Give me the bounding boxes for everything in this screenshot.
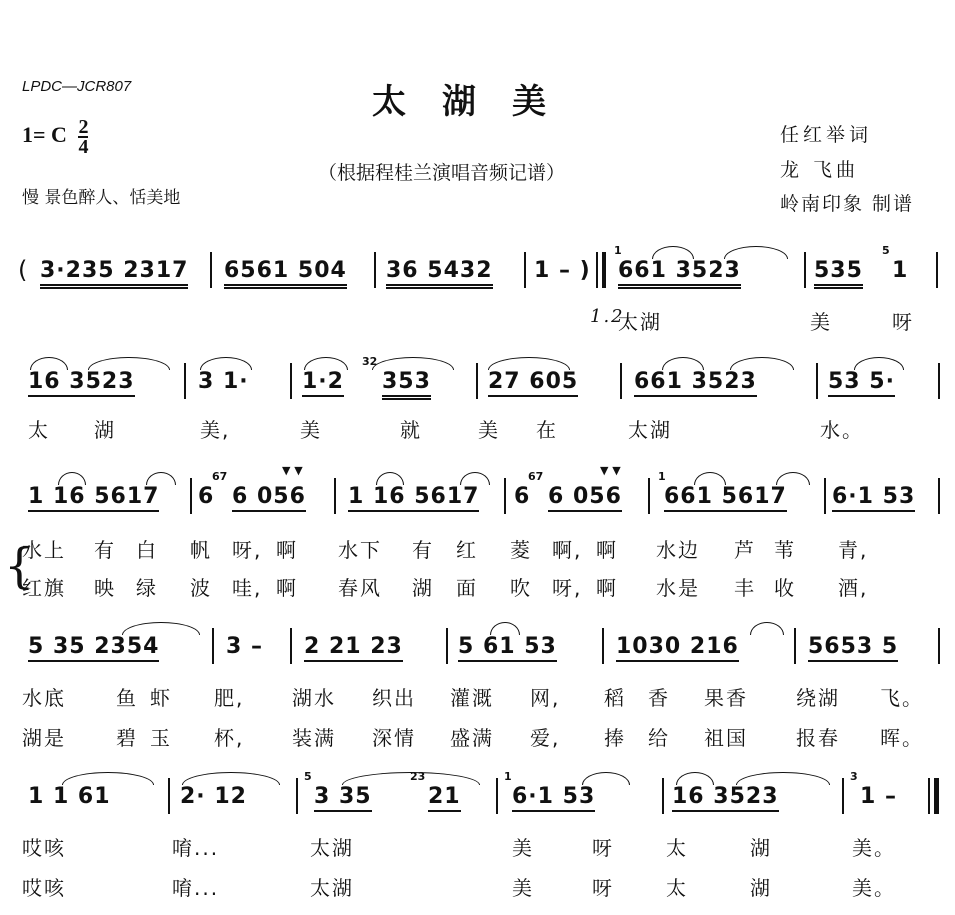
lyric-syllable: 太 — [666, 836, 688, 860]
lyric-syllable: 太湖 — [628, 418, 672, 442]
lyric-syllable: 水是 — [656, 576, 700, 600]
lyric-syllable: 呀 — [892, 310, 914, 334]
lyric-syllable: 香 — [648, 686, 670, 710]
measure: 1 — [892, 258, 909, 283]
measure: 3 35 — [314, 784, 372, 812]
lyric-syllable: 绕湖 — [796, 686, 840, 710]
measure: 6·1 53 — [832, 484, 915, 512]
lyric-syllable: 白 — [136, 538, 158, 562]
measure: 21 — [428, 784, 461, 812]
lyric-syllable: 红 — [456, 538, 478, 562]
measure: 3 – — [226, 634, 263, 659]
lyric-syllable: 收 — [774, 576, 796, 600]
verse-brace: { — [4, 538, 35, 594]
lyric-syllable: 湖 — [94, 418, 116, 442]
measure: 1·2 — [302, 369, 344, 397]
lyric-syllable: 美。 — [852, 836, 896, 860]
lyric-syllable: 湖 — [412, 576, 434, 600]
composer-credit: 龙 飞曲 — [780, 159, 860, 181]
barline — [476, 363, 478, 399]
lyric-syllable: 太 — [666, 876, 688, 900]
lyric-syllable: 菱 — [510, 538, 532, 562]
lyric-syllable: 太 — [28, 418, 50, 442]
lyric-syllable: 苇 — [774, 538, 796, 562]
lyric-syllable: 就 — [400, 418, 422, 442]
barline — [620, 363, 622, 399]
lyric-syllable: 呀 — [592, 876, 614, 900]
barline — [794, 628, 796, 664]
barline — [190, 478, 192, 514]
grace-note: 5 — [304, 770, 312, 783]
lyric-syllable: 给 — [648, 726, 670, 750]
lyric-syllable: 帆 — [190, 538, 212, 562]
barline — [290, 628, 292, 664]
lyric-syllable: 美 — [810, 310, 832, 334]
lyric-syllable: 有 — [412, 538, 434, 562]
barline — [938, 628, 940, 664]
measure: 16 3523 — [672, 784, 779, 812]
lyric-syllable: 呀, — [552, 576, 583, 600]
lyric-syllable: 啊, — [552, 538, 583, 562]
meter-top: 2 — [78, 116, 89, 138]
measure: 6 — [198, 484, 215, 509]
barline — [290, 363, 292, 399]
barline — [334, 478, 336, 514]
lyric-syllable: 晖。 — [880, 726, 924, 750]
lyric-syllable: 有 — [94, 538, 116, 562]
lyric-syllable: 水。 — [820, 418, 864, 442]
measure: 3 1· — [198, 369, 249, 394]
measure: 27 605 — [488, 369, 578, 397]
lyric-syllable: 哎咳 — [22, 836, 66, 860]
lyric-syllable: 爱, — [530, 726, 561, 750]
barline — [374, 252, 376, 288]
lyric-syllable: 深情 — [372, 726, 416, 750]
lyric-syllable: 水上 — [22, 538, 66, 562]
measure: 661 5617 — [664, 484, 787, 512]
lyric-syllable: 啊 — [276, 576, 298, 600]
lyric-syllable: 虾 — [150, 686, 172, 710]
lyric-syllable: 湖 — [750, 876, 772, 900]
lyric-syllable: 水边 — [656, 538, 700, 562]
barline — [596, 252, 598, 288]
tempo-marking: 慢 景色醉人、恬美地 — [22, 188, 181, 208]
lyric-syllable: 啊 — [276, 538, 298, 562]
lyric-syllable: 太湖 — [310, 876, 354, 900]
lyric-syllable: 美 — [478, 418, 500, 442]
measure: 6561 504 — [224, 258, 347, 289]
barline — [296, 778, 298, 814]
barline — [446, 628, 448, 664]
grace-note: 1 — [658, 470, 666, 483]
open-paren: ( — [18, 256, 28, 284]
grace-note: 67 — [528, 470, 544, 483]
score-row-1 — [12, 244, 950, 304]
page-subtitle: （根据程桂兰演唱音频记谱） — [318, 162, 566, 184]
measure: 1 – ) — [534, 258, 591, 283]
slur — [750, 622, 784, 635]
barline — [504, 478, 506, 514]
lyric-syllable: 稻 — [604, 686, 626, 710]
measure: 661 3523 — [618, 258, 741, 289]
accent-mark: ▼ ▼ — [600, 464, 621, 477]
barline — [524, 252, 526, 288]
measure: 6·1 53 — [512, 784, 595, 812]
measure: 6 — [514, 484, 531, 509]
barline — [938, 363, 940, 399]
lyric-syllable: 捧 — [604, 726, 626, 750]
transcriber-credit: 岭南印象 制谱 — [780, 193, 915, 215]
lyric-syllable: 哎咳 — [22, 876, 66, 900]
lyric-syllable: 美。 — [852, 876, 896, 900]
grace-note: 32 — [362, 355, 378, 368]
measure: 1030 216 — [616, 634, 739, 662]
barline — [212, 628, 214, 664]
time-signature — [78, 118, 88, 156]
lyric-syllable: 肥, — [214, 686, 245, 710]
key-label: 1= C — [22, 122, 67, 148]
measure: 53 5· — [828, 369, 895, 397]
measure: 6 056 — [232, 484, 306, 512]
barline — [938, 478, 940, 514]
measure: 5653 5 — [808, 634, 898, 662]
grace-note: 67 — [212, 470, 228, 483]
lyric-syllable: 果香 — [704, 686, 748, 710]
barline — [496, 778, 498, 814]
barline — [824, 478, 826, 514]
lyric-syllable: 碧 — [116, 726, 138, 750]
measure: 1 1 61 — [28, 784, 111, 809]
lyric-syllable: 啊 — [596, 576, 618, 600]
lyric-syllable: 酒, — [838, 576, 869, 600]
lyric-syllable: 吹 — [510, 576, 532, 600]
lyric-syllable: 美 — [300, 418, 322, 442]
slur — [730, 357, 794, 370]
lyric-syllable: 芦 — [734, 538, 756, 562]
accent-mark: ▼ ▼ — [282, 464, 303, 477]
measure: 1 – — [860, 784, 897, 809]
lyric-syllable: 美 — [512, 836, 534, 860]
lyric-syllable: 波 — [190, 576, 212, 600]
meter-bottom: 4 — [78, 136, 89, 158]
lyric-syllable: 面 — [456, 576, 478, 600]
lyric-syllable: 盛满 — [450, 726, 494, 750]
lyric-syllable: 飞。 — [880, 686, 924, 710]
barline — [602, 628, 604, 664]
lyric-syllable: 湖是 — [22, 726, 66, 750]
measure: 1 16 5617 — [348, 484, 479, 512]
lyric-prefix: 1.2. — [590, 306, 633, 327]
lyricist-credit: 任红举词 — [780, 124, 873, 146]
document-id: LPDC—JCR807 — [22, 78, 132, 95]
grace-note: 23 — [410, 770, 426, 783]
lyric-syllable: 灌溉 — [450, 686, 494, 710]
lyric-syllable: 美, — [200, 418, 231, 442]
barline — [648, 478, 650, 514]
barline — [842, 778, 844, 814]
lyric-syllable: 呀, — [232, 538, 263, 562]
lyric-syllable: 绿 — [136, 576, 158, 600]
measure: 6 056 — [548, 484, 622, 512]
lyric-syllable: 水底 — [22, 686, 66, 710]
lyric-syllable: 织出 — [372, 686, 416, 710]
barline — [184, 363, 186, 399]
measure: 661 3523 — [634, 369, 757, 397]
barline — [602, 252, 606, 288]
measure: 535 — [814, 258, 863, 289]
barline — [168, 778, 170, 814]
score-row-4 — [12, 620, 950, 680]
grace-note: 3 — [850, 770, 858, 783]
lyric-syllable: 水下 — [338, 538, 382, 562]
lyric-syllable: 啊 — [596, 538, 618, 562]
lyric-syllable: 网, — [530, 686, 561, 710]
barline — [210, 252, 212, 288]
lyric-syllable: 湖 — [750, 836, 772, 860]
score-row-3 — [12, 464, 950, 530]
grace-note: 1 — [614, 244, 622, 257]
lyric-syllable: 太湖 — [618, 310, 662, 334]
lyric-syllable: 丰 — [734, 576, 756, 600]
lyric-syllable: 唷... — [172, 836, 220, 860]
lyric-syllable: 春风 — [338, 576, 382, 600]
lyric-syllable: 映 — [94, 576, 116, 600]
measure: 3·235 2317 — [40, 258, 188, 289]
lyric-syllable: 装满 — [292, 726, 336, 750]
score-row-2 — [12, 355, 950, 415]
measure: 2 21 23 — [304, 634, 403, 662]
measure: 36 5432 — [386, 258, 493, 289]
lyric-syllable: 红旗 — [22, 576, 66, 600]
lyric-syllable: 杯, — [214, 726, 245, 750]
lyric-syllable: 鱼 — [116, 686, 138, 710]
measure: 5 61 53 — [458, 634, 557, 662]
measure: 5 35 2354 — [28, 634, 159, 662]
lyric-syllable: 太湖 — [310, 836, 354, 860]
slur — [724, 246, 788, 259]
lyric-syllable: 湖水 — [292, 686, 336, 710]
final-barline — [934, 778, 939, 814]
barline — [816, 363, 818, 399]
barline — [804, 252, 806, 288]
measure: 1 16 5617 — [28, 484, 159, 512]
lyric-syllable: 哇, — [232, 576, 263, 600]
measure: 353 — [382, 369, 431, 400]
barline — [662, 778, 664, 814]
barline — [928, 778, 930, 814]
lyric-syllable: 呀 — [592, 836, 614, 860]
score-row-5 — [12, 770, 950, 830]
grace-note: 5 — [882, 244, 890, 257]
grace-note: 1 — [504, 770, 512, 783]
key-signature — [22, 118, 88, 156]
lyric-syllable: 在 — [536, 418, 558, 442]
measure: 2· 12 — [180, 784, 247, 809]
lyric-syllable: 美 — [512, 876, 534, 900]
lyric-syllable: 青, — [838, 538, 869, 562]
lyric-syllable: 唷... — [172, 876, 220, 900]
lyric-syllable: 祖国 — [704, 726, 748, 750]
lyric-syllable: 报春 — [796, 726, 840, 750]
page-title: 太湖美 — [372, 82, 582, 122]
barline — [936, 252, 938, 288]
lyric-syllable: 玉 — [150, 726, 172, 750]
measure: 16 3523 — [28, 369, 135, 397]
